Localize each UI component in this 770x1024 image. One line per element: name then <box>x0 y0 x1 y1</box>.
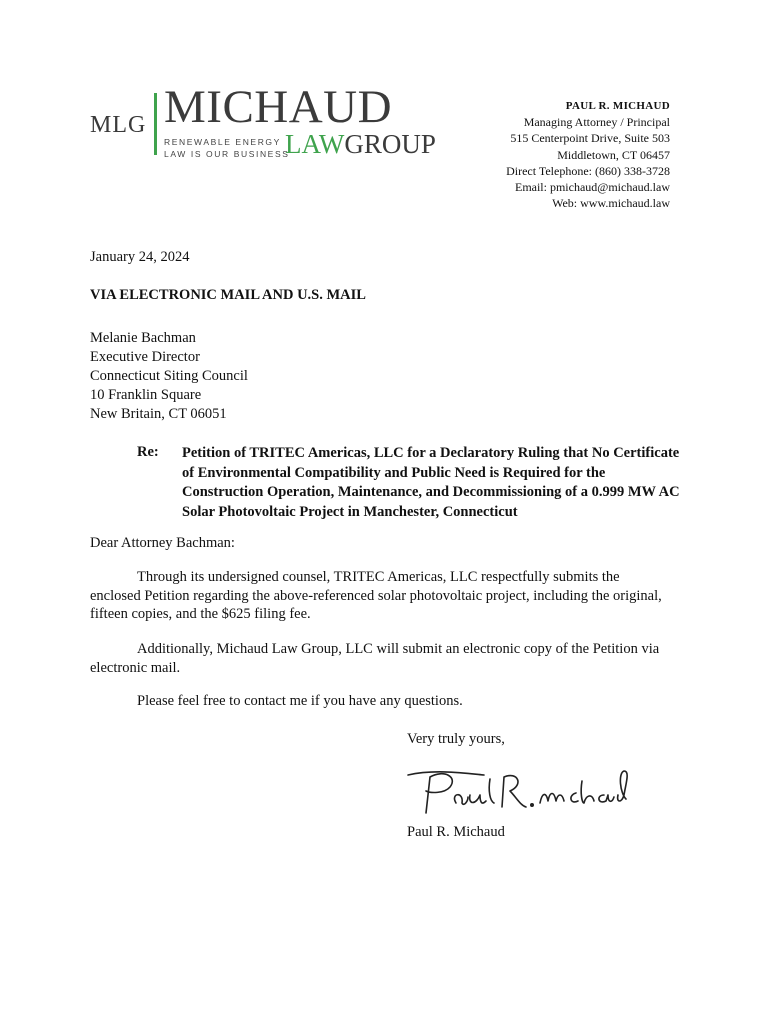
body-paragraph-2: Additionally, Michaud Law Group, LLC will submit an electronic copy of the Petition via electronic mail. <box>90 641 660 676</box>
logo-group: GROUP <box>344 129 436 159</box>
salutation: Dear Attorney Bachman: <box>90 535 235 551</box>
sender-address2: Middletown, CT 06457 <box>557 147 670 162</box>
logo-tagline <box>164 136 290 160</box>
sender-email[interactable]: Email: pmichaud@michaud.law <box>514 180 670 195</box>
closing: Very truly yours, <box>407 731 505 747</box>
recipient-street: 10 Franklin Square <box>90 387 202 403</box>
delivery-method: VIA ELECTRONIC MAIL AND U.S. MAIL <box>90 287 366 303</box>
recipient-city: New Britain, CT 06051 <box>90 406 227 422</box>
signature-image <box>404 763 634 823</box>
letter-date: January 24, 2024 <box>90 249 190 265</box>
recipient-org: Connecticut Siting Council <box>90 368 248 384</box>
logo-initials: MLG <box>90 112 147 138</box>
sender-title: Managing Attorney / Principal <box>523 115 670 130</box>
logo-divider <box>154 93 157 155</box>
recipient-block <box>90 329 248 424</box>
sender-block <box>506 98 670 211</box>
sender-name: PAUL R. MICHAUD <box>565 100 670 112</box>
recipient-name: Melanie Bachman <box>90 330 196 346</box>
logo-lawgroup <box>285 131 436 158</box>
logo-firm-name: MICHAUD <box>164 81 393 133</box>
logo-law: LAW <box>285 129 345 159</box>
logo-tagline-1: RENEWABLE ENERGY <box>164 137 281 147</box>
logo-tagline-2: LAW IS OUR BUSINESS <box>164 149 290 159</box>
re-label: Re: <box>137 444 159 460</box>
sender-web[interactable]: Web: www.michaud.law <box>552 196 670 211</box>
sender-address1: 515 Centerpoint Drive, Suite 503 <box>510 131 670 146</box>
sender-phone: Direct Telephone: (860) 338-3728 <box>506 163 670 178</box>
recipient-title: Executive Director <box>90 349 200 365</box>
re-subject: Petition of TRITEC Americas, LLC for a Declaratory Ruling that No Certificate of Environmental Compatibility and Public Need is Required for the Construction Operation, Maintenance, and Decommissioning of a 0.999 MW AC Solar Photovoltaic Project in Manchester, Connecticut <box>182 445 680 520</box>
firm-logo <box>90 81 436 160</box>
body-paragraph-3: Please feel free to contact me if you have any questions. <box>137 693 463 709</box>
signature-name: Paul R. Michaud <box>407 824 505 840</box>
body-paragraph-1: Through its undersigned counsel, TRITEC Americas, LLC respectfully submits the enclosed Petition regarding the above-referenced solar photovoltaic project, including the original, fifteen copies, and the $625 filing fee. <box>90 569 662 622</box>
